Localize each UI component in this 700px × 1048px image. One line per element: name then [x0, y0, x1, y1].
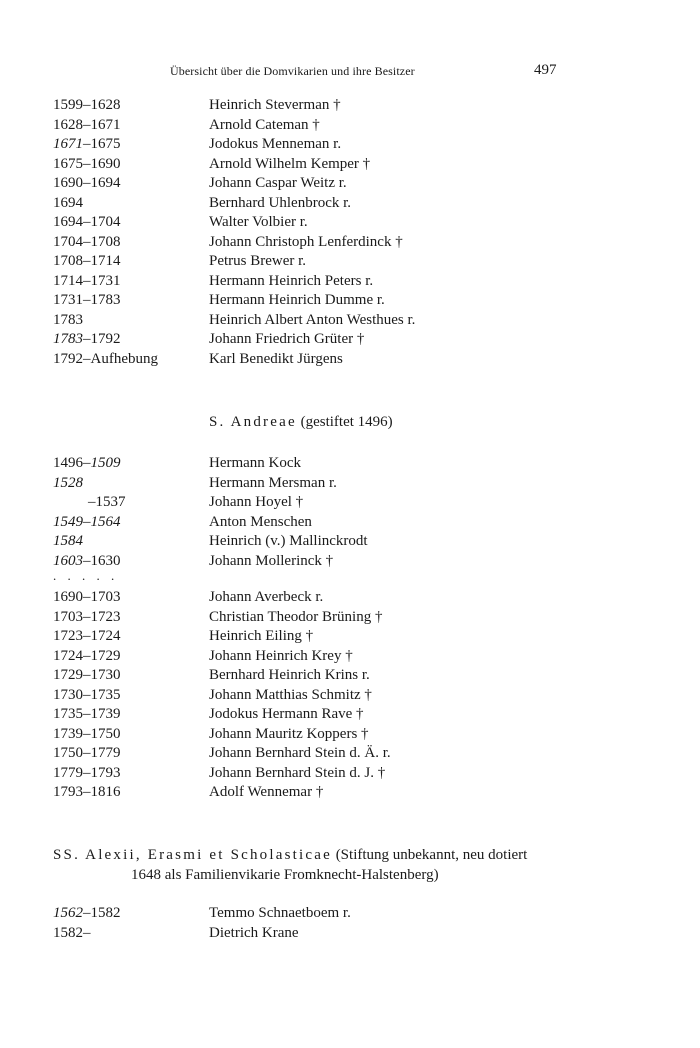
year-range: 1750–1779: [53, 745, 121, 761]
holder-name: Johann Matthias Schmitz †: [209, 686, 372, 703]
list-item: [0, 647, 700, 667]
vicar-list-alexii: [0, 904, 700, 943]
year-range: 1730–1735: [53, 686, 121, 703]
year-range: 1675–1690: [53, 155, 121, 172]
list-item: [0, 904, 700, 924]
holder-name: Dietrich Krane: [209, 924, 299, 941]
list-item: [0, 174, 700, 194]
list-item: [0, 252, 700, 272]
year-range: 1714–1731: [53, 272, 121, 289]
holder-name: Johann Caspar Weitz r.: [209, 175, 347, 191]
holder-name: Johann Mollerinck †: [209, 552, 334, 569]
list-item: [0, 924, 700, 944]
running-title: Übersicht über die Domvikarien und ihre Besitzer: [170, 64, 415, 78]
holder-name: Adolf Wennemar †: [209, 784, 324, 800]
holder-name: Arnold Wilhelm Kemper †: [209, 155, 371, 172]
year-range: 1690–1703: [53, 589, 121, 605]
year-range: 1671–1675: [53, 136, 121, 152]
section-heading-alexii: [53, 845, 527, 885]
list-item: [0, 213, 700, 233]
holder-name: Anton Menschen: [209, 513, 312, 530]
year-range: 1496–1509: [53, 455, 121, 471]
year-range: 1528: [53, 474, 83, 491]
list-item: [0, 311, 700, 331]
year-range: 1690–1694: [53, 175, 121, 191]
vicar-list-main: [0, 96, 700, 369]
running-head: [0, 62, 700, 82]
list-item: [0, 454, 700, 474]
holder-name: Arnold Cateman †: [209, 116, 320, 133]
holder-name: Johann Bernhard Stein d. Ä. r.: [209, 745, 391, 761]
list-item: [0, 705, 700, 725]
holder-name: Johann Heinrich Krey †: [209, 647, 353, 664]
year-range: 1779–1793: [53, 764, 121, 781]
list-item: [0, 666, 700, 686]
list-item: [0, 233, 700, 253]
list-item: [0, 608, 700, 628]
year-range: 1783: [53, 311, 83, 328]
list-item: [0, 155, 700, 175]
holder-name: Hermann Mersman r.: [209, 474, 337, 491]
year-range: 1729–1730: [53, 667, 121, 683]
year-range: 1704–1708: [53, 233, 121, 250]
section-title: S. Andreae: [209, 414, 297, 430]
holder-name: Bernhard Uhlenbrock r.: [209, 194, 352, 211]
year-range: 1628–1671: [53, 116, 121, 133]
holder-name: Heinrich Eiling †: [209, 628, 314, 644]
holder-name: Hermann Heinrich Peters r.: [209, 272, 374, 289]
page-number: 497: [534, 62, 557, 78]
holder-name: Heinrich (v.) Mallinckrodt: [209, 533, 368, 549]
year-range: 1703–1723: [53, 608, 121, 625]
year-range: 1739–1750: [53, 725, 121, 742]
list-item: [0, 135, 700, 155]
year-range: 1549–1564: [53, 513, 121, 530]
list-item: [0, 474, 700, 494]
year-range: 1603–1630: [53, 552, 121, 569]
year-range: 1793–1816: [53, 784, 121, 800]
list-item: [0, 588, 700, 608]
list-item: [0, 272, 700, 292]
holder-name: Johann Mauritz Koppers †: [209, 725, 369, 742]
list-item: [0, 532, 700, 552]
holder-name: Walter Volbier r.: [209, 214, 308, 230]
section-note: (gestiftet 1496): [300, 414, 393, 430]
vicar-list-andreae: [0, 454, 700, 591]
year-range: 1724–1729: [53, 647, 121, 664]
list-item: [0, 350, 700, 370]
year-range: 1792–Aufhebung: [53, 350, 158, 367]
list-item: [0, 291, 700, 311]
year-range: 1731–1783: [53, 292, 121, 308]
list-item: [0, 725, 700, 745]
year-range: 1582–: [53, 924, 91, 941]
year-range: –1537: [88, 494, 126, 510]
year-range: 1584: [53, 533, 83, 549]
list-item: [0, 627, 700, 647]
year-range: 1562–1582: [53, 905, 121, 921]
holder-name: Bernhard Heinrich Krins r.: [209, 667, 370, 683]
section-title: SS. Alexii, Erasmi et Scholasticae: [53, 847, 332, 863]
holder-name: Christian Theodor Brüning †: [209, 608, 383, 625]
list-item: [0, 116, 700, 136]
list-item: [0, 686, 700, 706]
list-item: [0, 764, 700, 784]
list-item: [0, 330, 700, 350]
holder-name: Jodokus Hermann Rave †: [209, 706, 364, 722]
year-range: 1783–1792: [53, 331, 121, 347]
holder-name: Hermann Heinrich Dumme r.: [209, 292, 385, 308]
holder-name: Hermann Kock: [209, 455, 302, 471]
holder-name: Heinrich Albert Anton Westhues r.: [209, 311, 416, 328]
holder-name: Johann Bernhard Stein d. J. †: [209, 764, 386, 781]
holder-name: Johann Christoph Lenferdinck †: [209, 233, 403, 250]
list-item: [0, 744, 700, 764]
year-range: 1708–1714: [53, 253, 121, 269]
gap-dots: . . . . .: [53, 568, 119, 583]
year-range: 1694: [53, 194, 83, 211]
holder-name: Heinrich Steverman †: [209, 97, 341, 113]
year-range: 1735–1739: [53, 706, 121, 722]
vicar-list-andreae-continued: [0, 588, 700, 803]
list-item: [0, 513, 700, 533]
holder-name: Jodokus Menneman r.: [209, 136, 342, 152]
holder-name: Johann Friedrich Grüter †: [209, 331, 365, 347]
section-note-line-1: (Stiftung unbekannt, neu dotiert: [335, 847, 528, 863]
list-item: [0, 783, 700, 803]
holder-name: Petrus Brewer r.: [209, 253, 307, 269]
list-item: [0, 96, 700, 116]
holder-name: Temmo Schnaetboem r.: [209, 905, 351, 921]
year-range: 1599–1628: [53, 97, 121, 113]
list-item: [0, 493, 700, 513]
year-range: 1723–1724: [53, 628, 121, 644]
section-note-line-2: 1648 als Familienvikarie Fromknecht-Halstenberg): [131, 867, 439, 883]
holder-name: Johann Hoyel †: [209, 494, 304, 510]
holder-name: Johann Averbeck r.: [209, 589, 324, 605]
year-range: 1694–1704: [53, 214, 121, 230]
section-heading-andreae: [209, 414, 393, 431]
list-item: [0, 194, 700, 214]
holder-name: Karl Benedikt Jürgens: [209, 350, 343, 367]
